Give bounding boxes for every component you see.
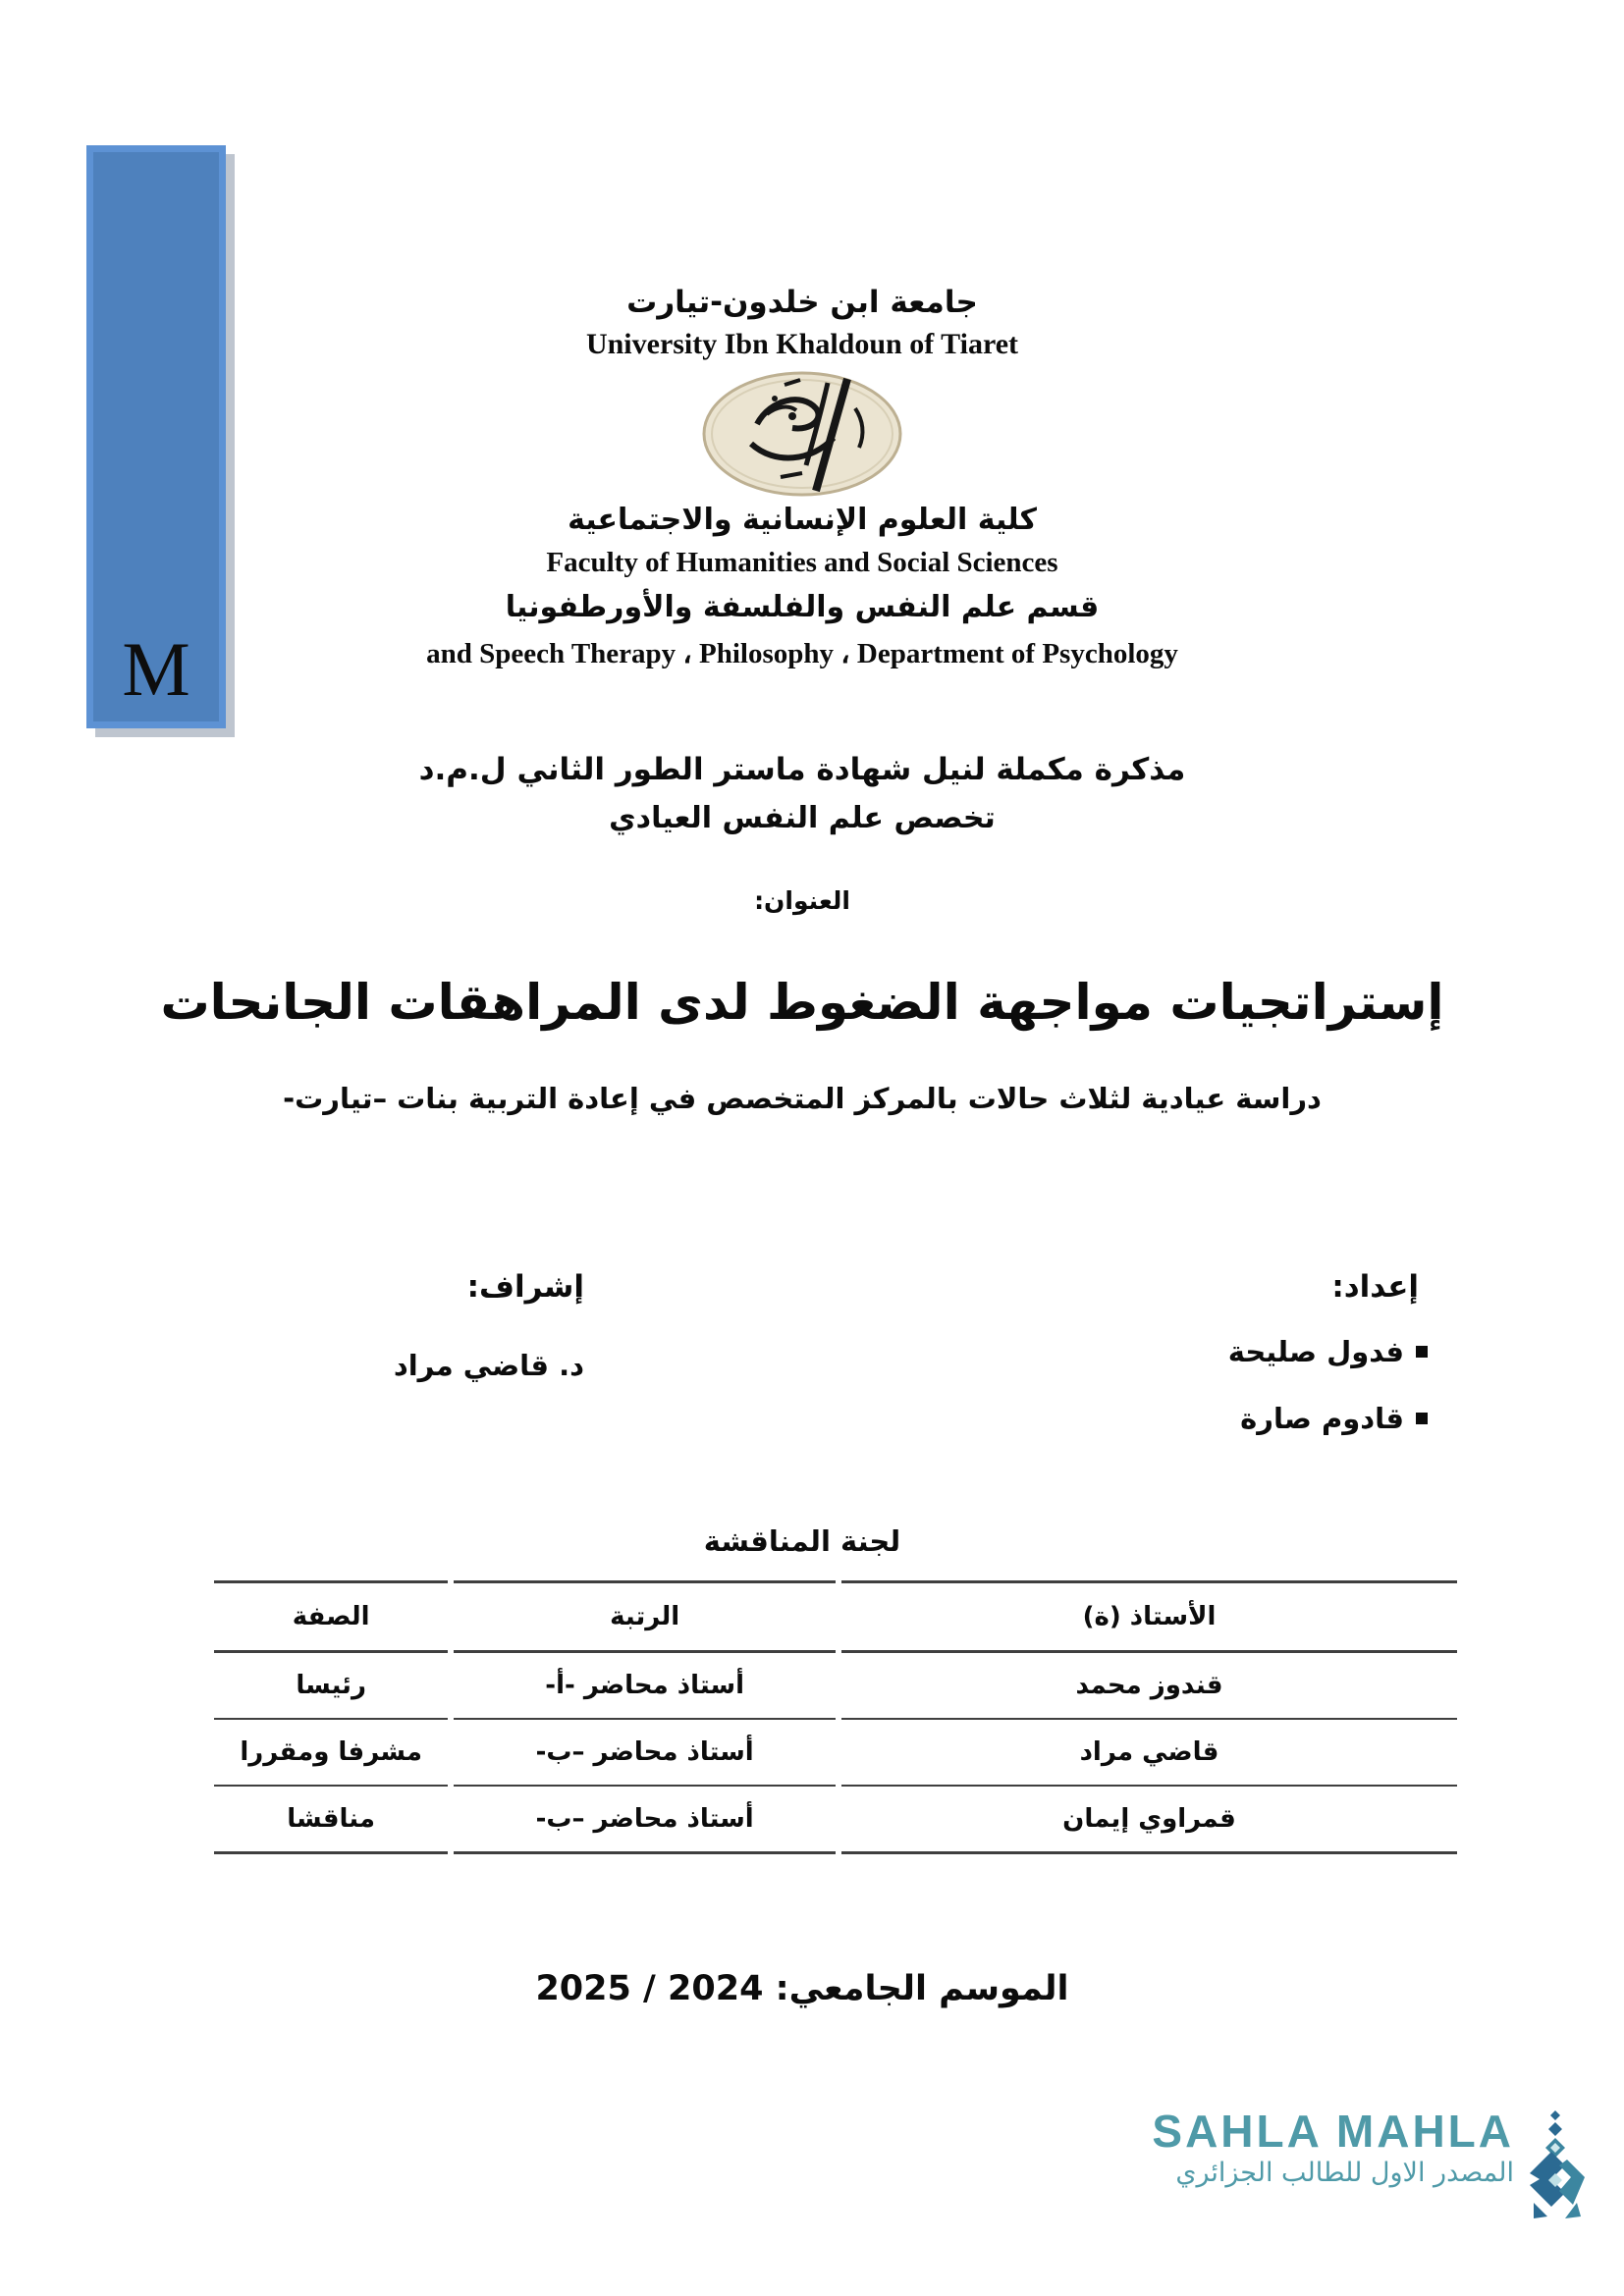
thesis-subtitle: دراسة عيادية لثلاث حالات بالمركز المتخصص في إعادة التربية بنات –تيارت-: [283, 1082, 1322, 1115]
professor-rank: أستاذ محاضر -أ-: [454, 1653, 836, 1720]
university-seal-logo: [0, 369, 1604, 503]
professor-name: قاضي مراد: [841, 1720, 1457, 1787]
seal-icon: [698, 369, 906, 499]
table-row: [214, 1720, 1457, 1787]
university-name-arabic: جامعة ابن خلدون-تيارت: [626, 285, 978, 320]
sahla-mahla-logo-icon: [1522, 2109, 1589, 2224]
department-name-arabic: قسم علم النفس والفلسفة والأورطفونيا: [505, 590, 1100, 624]
student-name-item: [1240, 1402, 1428, 1435]
supervisor-name: د. قاضي مراد: [393, 1349, 584, 1382]
professor-name: قندوز محمد: [841, 1653, 1457, 1720]
bookmark-letter-m: M: [122, 626, 190, 712]
university-name-english: University Ibn Khaldoun of Tiaret: [585, 328, 1019, 360]
professor-role: رئيسا: [214, 1653, 448, 1720]
specialty-line: تخصص علم النفس العيادي: [609, 801, 996, 835]
prepared-by-label: إعداد:: [1331, 1269, 1419, 1305]
committee-header-row: [214, 1580, 1457, 1653]
professor-role: مشرفا ومقررا: [214, 1720, 448, 1787]
watermark-tagline-arabic: المصدر الاول للطالب الجزائري: [1175, 2158, 1514, 2188]
bullet-square-icon: [1416, 1413, 1428, 1424]
thesis-title: إستراتجيات مواجهة الضغوط لدى المراهقات الجانحات: [160, 974, 1444, 1031]
faculty-name-english: Faculty of Humanities and Social Sciences: [546, 547, 1058, 578]
faculty-name-arabic: كلية العلوم الإنسانية والاجتماعية: [568, 503, 1037, 537]
student-name: فدول صليحة: [1227, 1335, 1404, 1368]
watermark-brand-text: SAHLA MAHLA: [1152, 2106, 1514, 2157]
professor-role: مناقشا: [214, 1787, 448, 1854]
committee-title: لجنة المناقشة: [703, 1524, 901, 1558]
student-name-item: [1228, 1335, 1428, 1368]
title-label: العنوان:: [754, 886, 850, 915]
professor-rank: أستاذ محاضر –ب-: [454, 1720, 836, 1787]
sahla-mahla-watermark: [1152, 2106, 1589, 2224]
table-row: [214, 1787, 1457, 1854]
academic-year-line: الموسم الجامعي: 2024 / 2025: [535, 1969, 1069, 2008]
bullet-square-icon: [1416, 1346, 1428, 1358]
table-row: [214, 1653, 1457, 1720]
degree-requirement-line: مذكرة مكملة لنيل شهادة ماستر الطور الثاني ل.م.د: [418, 752, 1186, 787]
professor-name: قمراوي إيمان: [841, 1787, 1457, 1854]
supervision-label: إشراف:: [466, 1269, 584, 1305]
committee-header-professor: الأستاذ (ة): [841, 1580, 1457, 1653]
department-name-english: and Speech Therapy ، Philosophy ، Department of Psychology: [426, 638, 1178, 669]
student-name: قادوم صارة: [1240, 1402, 1404, 1435]
committee-header-role: الصفة: [214, 1580, 448, 1653]
professor-rank: أستاذ محاضر –ب-: [454, 1787, 836, 1854]
committee-table: [208, 1580, 1463, 1854]
committee-header-rank: الرتبة: [454, 1580, 836, 1653]
